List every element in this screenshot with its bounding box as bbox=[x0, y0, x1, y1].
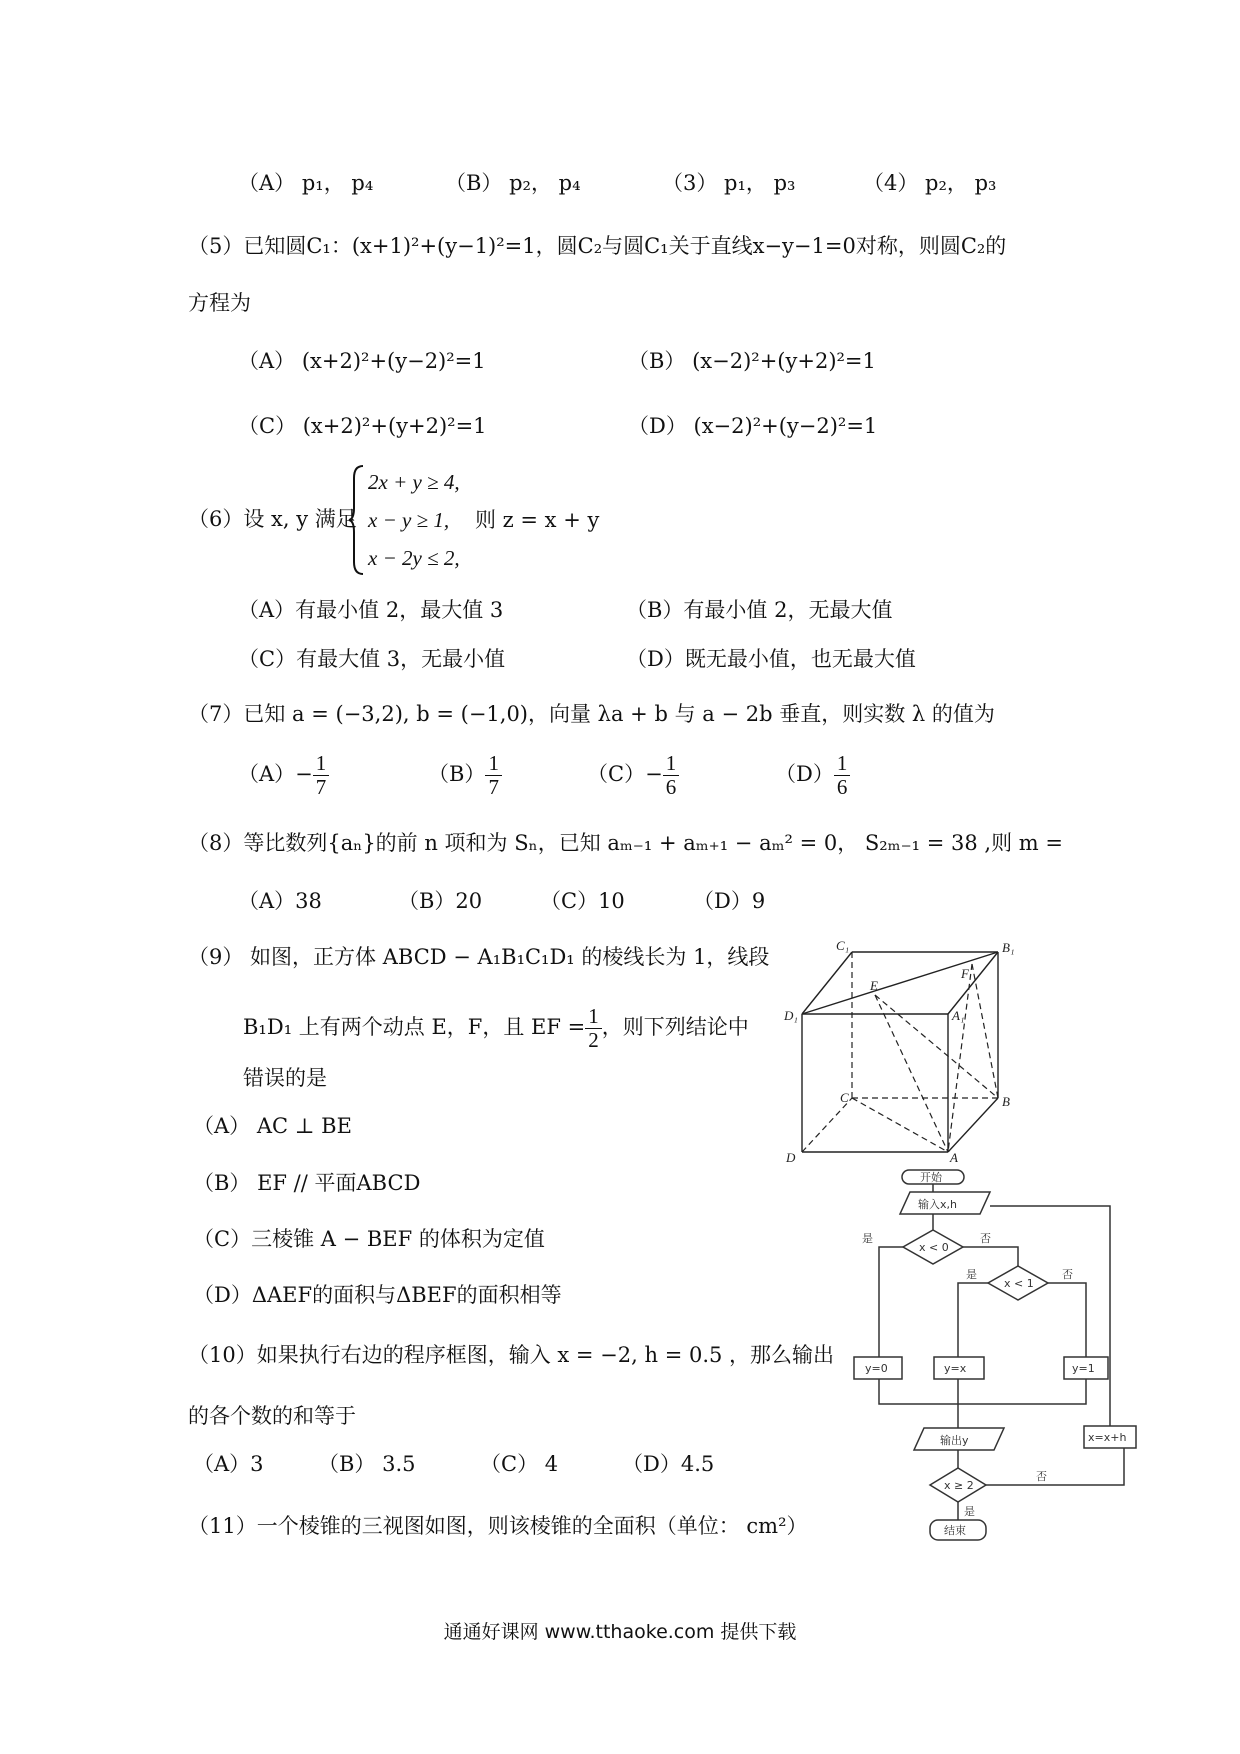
q5-option-a: （A） (x+2)²+(y−2)²=1 bbox=[238, 349, 486, 373]
flowchart bbox=[840, 1168, 1140, 1558]
q6-constraint-1: 2x + y ≥ 4, bbox=[368, 470, 460, 494]
q4-option-c: （3） p₁， p₃ bbox=[662, 171, 796, 195]
flow-no-3: 否 bbox=[1036, 1470, 1047, 1483]
q7-option-a-fraction bbox=[313, 752, 330, 799]
flow-yes-3: 是 bbox=[964, 1505, 975, 1518]
q7-option-c-den: 6 bbox=[665, 775, 677, 800]
segment-fa bbox=[948, 964, 972, 1152]
q7-option-b-den: 7 bbox=[488, 775, 499, 800]
q10-option-b: （B） 3.5 bbox=[318, 1452, 416, 1476]
q6-brace bbox=[348, 464, 366, 576]
q5-option-c: （C） (x+2)²+(y+2)²=1 bbox=[238, 414, 487, 438]
q9-fraction bbox=[585, 1005, 602, 1052]
diagonal-ca bbox=[852, 1098, 948, 1152]
q11-stem: （11）一个棱锥的三视图如图，则该棱锥的全面积（单位： cm²） bbox=[188, 1514, 808, 1538]
label-c: C bbox=[840, 1090, 849, 1105]
flow-line bbox=[879, 1247, 903, 1357]
q4-option-b: （B） p₂， p₄ bbox=[445, 171, 581, 195]
q7-option-b-fraction bbox=[485, 752, 502, 799]
q7-option-a-num: 1 bbox=[313, 752, 330, 776]
q9-stem-line2-pre: B₁D₁ 上有两个动点 E，F，且 EF = bbox=[243, 1015, 586, 1040]
label-d1: D₁ bbox=[784, 1008, 798, 1023]
q10-option-a: （A）3 bbox=[193, 1452, 264, 1476]
q7-option-c-sign: − bbox=[645, 762, 663, 787]
q9-stem-line2-post: ，则下列结论中 bbox=[601, 1015, 749, 1040]
flow-line bbox=[963, 1247, 1018, 1266]
q8-option-c: （C）10 bbox=[540, 889, 625, 913]
q9-option-b: （B） EF // 平面ABCD bbox=[193, 1171, 421, 1195]
flow-end-text: 结束 bbox=[944, 1524, 966, 1537]
q4-option-d: （4） p₂， p₃ bbox=[863, 171, 997, 195]
q6-constraint-2: x − y ≥ 1, bbox=[368, 508, 450, 532]
segment-b1d1 bbox=[802, 952, 998, 1014]
q7-option-d-num: 1 bbox=[834, 752, 851, 776]
edge-ab bbox=[948, 1098, 998, 1152]
q7-option-c-num: 1 bbox=[663, 752, 680, 776]
flow-yes-1: 是 bbox=[862, 1232, 873, 1245]
q6-option-b: （B）有最小值 2，无最大值 bbox=[626, 598, 893, 622]
edge-dc bbox=[802, 1098, 852, 1152]
q10-option-c: （C） 4 bbox=[480, 1452, 559, 1476]
q9-frac-num: 1 bbox=[585, 1005, 602, 1029]
q5-option-b: （B） (x−2)²+(y+2)²=1 bbox=[628, 349, 876, 373]
q7-option-a-den: 7 bbox=[315, 775, 327, 800]
label-d: D bbox=[786, 1150, 796, 1165]
q6-option-d: （D）既无最小值，也无最大值 bbox=[626, 647, 916, 671]
q9-stem-line2 bbox=[243, 1005, 749, 1052]
q8-option-a: （A）38 bbox=[238, 889, 322, 913]
label-b: B bbox=[1002, 1094, 1010, 1109]
q6-option-c: （C）有最大值 3，无最小值 bbox=[238, 647, 506, 671]
q7-option-a bbox=[238, 752, 329, 799]
q5-option-d: （D） (x−2)²+(y−2)²=1 bbox=[628, 414, 878, 438]
q9-option-d: （D）ΔAEF的面积与ΔBEF的面积相等 bbox=[193, 1283, 562, 1307]
q9-stem-line1: （9） 如图，正方体 ABCD − A₁B₁C₁D₁ 的棱线长为 1，线段 bbox=[188, 945, 770, 969]
flow-cond2-text: x < 1 bbox=[1004, 1277, 1034, 1290]
flow-cond3-text: x ≥ 2 bbox=[944, 1479, 974, 1492]
cube-figure bbox=[780, 940, 1020, 1165]
flow-line bbox=[986, 1448, 1124, 1485]
q6-objective: 则 z = x + y bbox=[475, 508, 600, 532]
flow-cond1-text: x < 0 bbox=[919, 1241, 949, 1254]
q7-stem: （7）已知 a = (−3,2), b = (−1,0)，向量 λa + b 与 a − 2b 垂直，则实数 λ 的值为 bbox=[188, 702, 995, 726]
q10-option-d: （D）4.5 bbox=[622, 1452, 715, 1476]
q7-option-b-num: 1 bbox=[485, 752, 502, 776]
footer-text: 通通好课网 www.tthaoke.com 提供下载 bbox=[443, 1621, 797, 1643]
q7-option-c bbox=[587, 752, 679, 799]
label-a1: A₁ bbox=[952, 1008, 965, 1023]
flow-line bbox=[990, 1206, 1110, 1426]
q9-option-a: （A） AC ⊥ BE bbox=[193, 1114, 352, 1138]
flow-yes-2: 是 bbox=[966, 1268, 977, 1281]
q7-option-c-fraction bbox=[663, 752, 680, 799]
segment-eb bbox=[875, 995, 998, 1098]
flow-line bbox=[958, 1283, 988, 1357]
q8-stem: （8）等比数列{aₙ}的前 n 项和为 Sₙ，已知 aₘ₋₁ + aₘ₊₁ − aₘ² = 0， S₂ₘ₋₁ = 38 ,则 m = bbox=[188, 831, 1063, 855]
q6-option-a: （A）有最小值 2，最大值 3 bbox=[238, 598, 504, 622]
segment-fb bbox=[972, 964, 998, 1098]
edge-a1b1 bbox=[948, 952, 998, 1014]
q5-stem-cont: 方程为 bbox=[188, 291, 251, 315]
q5-stem: （5）已知圆C₁：(x+1)²+(y−1)²=1，圆C₂与圆C₁关于直线x−y−1=0对称，则圆C₂的 bbox=[188, 234, 1007, 258]
flow-output-text: 输出y bbox=[940, 1434, 969, 1447]
q8-option-d: （D）9 bbox=[693, 889, 766, 913]
q4-option-a: （A） p₁， p₄ bbox=[238, 171, 374, 195]
edge-d1c1 bbox=[802, 952, 852, 1014]
q7-option-c-label: （C） bbox=[587, 762, 646, 787]
flow-no-1: 否 bbox=[980, 1232, 991, 1245]
q6-stem: （6）设 x, y 满足 bbox=[188, 507, 357, 531]
q9-frac-den: 2 bbox=[588, 1028, 599, 1053]
q8-option-b: （B）20 bbox=[398, 889, 483, 913]
q7-option-d-label: （D） bbox=[775, 762, 834, 787]
flow-input-text: 输入x,h bbox=[918, 1198, 957, 1211]
flow-update-text: x=x+h bbox=[1088, 1431, 1127, 1444]
label-a: A bbox=[950, 1150, 958, 1165]
flow-y1-text: y=1 bbox=[1072, 1362, 1095, 1375]
flow-start-text: 开始 bbox=[920, 1171, 942, 1184]
flow-line bbox=[1048, 1283, 1086, 1357]
q9-stem-line3: 错误的是 bbox=[243, 1066, 327, 1090]
q6-constraint-3: x − 2y ≤ 2, bbox=[368, 546, 460, 570]
q10-stem-line2: 的各个数的和等于 bbox=[188, 1404, 356, 1428]
flow-yx-text: y=x bbox=[944, 1362, 967, 1375]
q9-option-c: （C）三棱锥 A − BEF 的体积为定值 bbox=[193, 1227, 545, 1251]
label-e: E bbox=[870, 978, 878, 993]
segment-ea bbox=[875, 995, 948, 1152]
q7-option-a-label: （A） bbox=[238, 762, 296, 787]
label-f: F bbox=[961, 966, 969, 981]
q7-option-d bbox=[775, 752, 850, 799]
label-b1: B₁ bbox=[1002, 940, 1015, 955]
label-c1: C₁ bbox=[836, 940, 850, 953]
flow-y0-text: y=0 bbox=[865, 1362, 888, 1375]
q7-option-b bbox=[428, 752, 502, 799]
flow-line bbox=[879, 1379, 1086, 1404]
q7-option-b-label: （B） bbox=[428, 762, 486, 787]
q7-option-d-den: 6 bbox=[836, 775, 848, 800]
flow-no-2: 否 bbox=[1062, 1268, 1073, 1281]
q7-option-d-fraction bbox=[834, 752, 851, 799]
q7-option-a-sign: − bbox=[295, 762, 313, 787]
q10-stem-line1: （10）如果执行右边的程序框图，输入 x = −2, h = 0.5 ，那么输出 bbox=[188, 1343, 835, 1367]
